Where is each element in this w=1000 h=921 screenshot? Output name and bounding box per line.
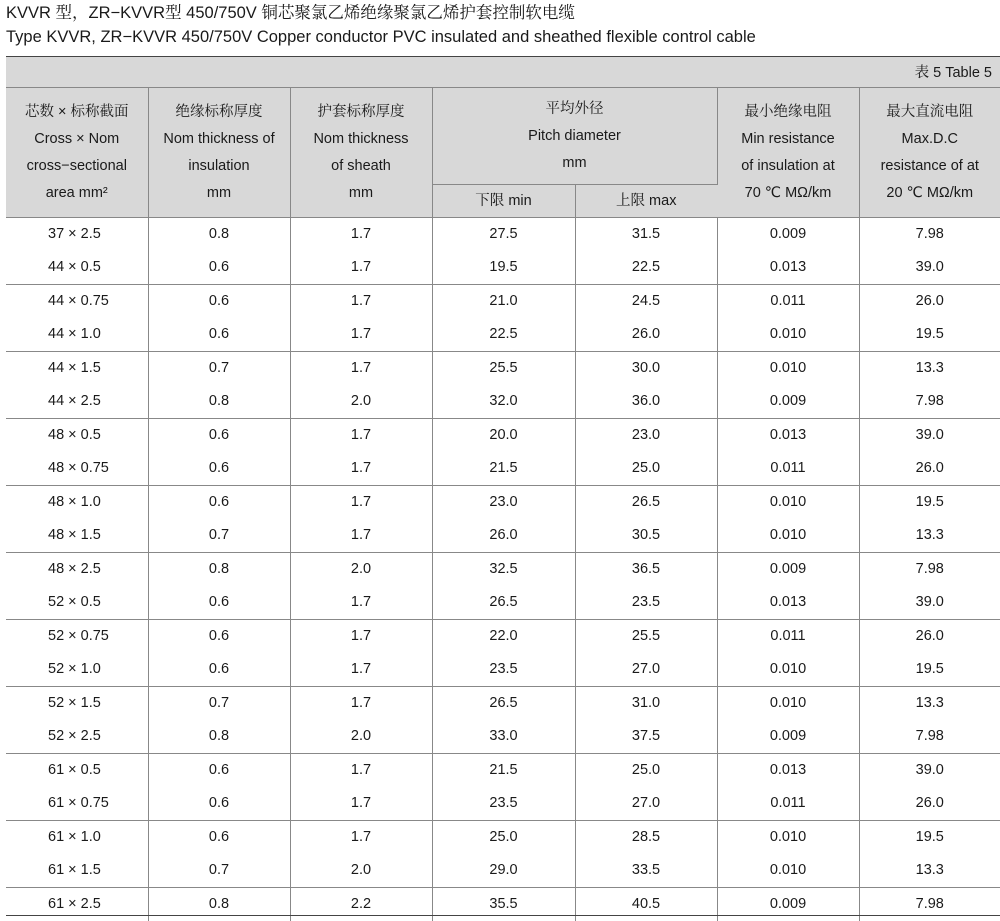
- title-english: Type KVVR, ZR−KVVR 450/750V Copper conductor PVC insulated and sheathed flexible control cable: [6, 26, 996, 50]
- table-cell: 7.98: [859, 553, 1000, 587]
- table-row: [6, 821, 1000, 855]
- table-row: [6, 553, 1000, 587]
- header-pitch-diameter: 平均外径 Pitch diameter mm: [432, 88, 717, 185]
- table-cell: 0.6: [148, 754, 290, 788]
- table-cell: 1.7: [290, 754, 432, 788]
- table-cell: 37.5: [575, 720, 717, 754]
- table-cell: 0.011: [717, 787, 859, 821]
- table-cell: 7.98: [859, 888, 1000, 921]
- table-body: [6, 218, 1000, 921]
- table-cell: 7.98: [859, 385, 1000, 419]
- table-cell: 21.5: [432, 452, 575, 486]
- table-row: [6, 519, 1000, 553]
- table-row: [6, 486, 1000, 520]
- table-cell: 0.6: [148, 620, 290, 654]
- table-row: [6, 586, 1000, 620]
- table-cell: 26.5: [575, 486, 717, 520]
- table-cell: 0.6: [148, 486, 290, 520]
- table-row: [6, 218, 1000, 252]
- table-cell: 7.98: [859, 720, 1000, 754]
- title-chinese: KVVR 型，ZR−KVVR型 450/750V 铜芯聚氯乙烯绝缘聚氯乙烯护套控制软电缆: [6, 2, 996, 26]
- table-row: [6, 787, 1000, 821]
- table-cell: 48 × 1.5: [6, 519, 148, 553]
- spec-table-frame: [6, 56, 1000, 916]
- table-cell: 25.5: [575, 620, 717, 654]
- table-cell: 44 × 0.5: [6, 251, 148, 285]
- table-cell: 0.009: [717, 385, 859, 419]
- table-cell: 0.8: [148, 888, 290, 921]
- table-cell: 52 × 0.5: [6, 586, 148, 620]
- table-cell: 0.009: [717, 720, 859, 754]
- table-cell: 20.0: [432, 419, 575, 453]
- header-max-dc-resistance: 最大直流电阻 Max.D.C resistance of at 20 ℃ MΩ/km: [859, 88, 1000, 218]
- table-cell: 1.7: [290, 653, 432, 687]
- table-cell: 27.0: [575, 653, 717, 687]
- table-cell: 26.0: [859, 285, 1000, 319]
- table-cell: 23.5: [575, 586, 717, 620]
- table-cell: 28.5: [575, 821, 717, 855]
- table-cell: 39.0: [859, 586, 1000, 620]
- table-cell: 0.010: [717, 653, 859, 687]
- table-cell: 61 × 1.5: [6, 854, 148, 888]
- table-row: [6, 620, 1000, 654]
- table-cell: 26.0: [859, 452, 1000, 486]
- table-cell: 23.5: [432, 787, 575, 821]
- table-cell: 1.7: [290, 821, 432, 855]
- table-cell: 13.3: [859, 687, 1000, 721]
- table-cell: 31.0: [575, 687, 717, 721]
- table-cell: 1.7: [290, 419, 432, 453]
- table-cell: 0.8: [148, 385, 290, 419]
- table-row: [6, 251, 1000, 285]
- table-cell: 44 × 1.0: [6, 318, 148, 352]
- table-cell: 0.009: [717, 888, 859, 921]
- table-cell: 39.0: [859, 251, 1000, 285]
- table-cell: 26.0: [859, 620, 1000, 654]
- table-cell: 19.5: [859, 821, 1000, 855]
- table-cell: 0.011: [717, 285, 859, 319]
- table-cell: 2.0: [290, 385, 432, 419]
- table-cell: 1.7: [290, 687, 432, 721]
- table-cell: 0.8: [148, 218, 290, 252]
- table-cell: 33.0: [432, 720, 575, 754]
- table-cell: 0.8: [148, 553, 290, 587]
- table-cell: 19.5: [432, 251, 575, 285]
- table-cell: 25.0: [575, 452, 717, 486]
- table-row: [6, 653, 1000, 687]
- table-cell: 30.5: [575, 519, 717, 553]
- table-cell: 0.010: [717, 318, 859, 352]
- table-cell: 0.7: [148, 519, 290, 553]
- table-cell: 35.5: [432, 888, 575, 921]
- table-cell: 39.0: [859, 754, 1000, 788]
- table-cell: 13.3: [859, 519, 1000, 553]
- table-bottom-rule: [6, 915, 1000, 916]
- table-cell: 40.5: [575, 888, 717, 921]
- table-cell: 1.7: [290, 519, 432, 553]
- table-cell: 25.5: [432, 352, 575, 386]
- table-cell: 7.98: [859, 218, 1000, 252]
- table-cell: 0.010: [717, 486, 859, 520]
- table-cell: 0.6: [148, 419, 290, 453]
- table-cell: 2.0: [290, 854, 432, 888]
- table-cell: 0.7: [148, 352, 290, 386]
- table-row: [6, 854, 1000, 888]
- table-cell: 23.5: [432, 653, 575, 687]
- table-cell: 0.6: [148, 452, 290, 486]
- table-cell: 0.7: [148, 687, 290, 721]
- header-sheath-thickness: 护套标称厚度 Nom thickness of sheath mm: [290, 88, 432, 218]
- table-cell: 22.5: [432, 318, 575, 352]
- table-cell: 48 × 2.5: [6, 553, 148, 587]
- header-diameter-max: 上限 max: [575, 185, 717, 218]
- table-cell: 0.011: [717, 620, 859, 654]
- header-diameter-min: 下限 min: [432, 185, 575, 218]
- table-cell: 0.013: [717, 419, 859, 453]
- table-cell: 19.5: [859, 653, 1000, 687]
- table-cell: 2.0: [290, 553, 432, 587]
- title-block: [6, 2, 996, 50]
- table-cell: 19.5: [859, 486, 1000, 520]
- table-cell: 1.7: [290, 318, 432, 352]
- table-cell: 22.5: [575, 251, 717, 285]
- header-cross-section: 芯数 × 标称截面 Cross × Nom cross−sectional area mm²: [6, 88, 148, 218]
- table-cell: 61 × 0.5: [6, 754, 148, 788]
- table-cell: 1.7: [290, 620, 432, 654]
- table-cell: 37 × 2.5: [6, 218, 148, 252]
- table-cell: 52 × 0.75: [6, 620, 148, 654]
- table-cell: 52 × 1.0: [6, 653, 148, 687]
- table-cell: 44 × 2.5: [6, 385, 148, 419]
- table-cell: 30.0: [575, 352, 717, 386]
- table-cell: 0.6: [148, 787, 290, 821]
- table-row: [6, 285, 1000, 319]
- table-cell: 29.0: [432, 854, 575, 888]
- table-cell: 44 × 1.5: [6, 352, 148, 386]
- table-cell: 27.0: [575, 787, 717, 821]
- table-cell: 19.5: [859, 318, 1000, 352]
- table-header: [6, 88, 1000, 218]
- table-cell: 25.0: [575, 754, 717, 788]
- table-cell: 21.0: [432, 285, 575, 319]
- table-cell: 26.0: [575, 318, 717, 352]
- table-cell: 22.0: [432, 620, 575, 654]
- table-cell: 0.010: [717, 519, 859, 553]
- table-cell: 48 × 0.75: [6, 452, 148, 486]
- table-cell: 61 × 0.75: [6, 787, 148, 821]
- table-cell: 26.5: [432, 586, 575, 620]
- table-cell: 26.5: [432, 687, 575, 721]
- table-cell: 13.3: [859, 352, 1000, 386]
- table-cell: 39.0: [859, 419, 1000, 453]
- header-insulation-thickness: 绝缘标称厚度 Nom thickness of insulation mm: [148, 88, 290, 218]
- table-cell: 0.6: [148, 251, 290, 285]
- table-cell: 23.0: [432, 486, 575, 520]
- table-cell: 32.5: [432, 553, 575, 587]
- table-cell: 26.0: [432, 519, 575, 553]
- table-row: [6, 318, 1000, 352]
- table-row: [6, 720, 1000, 754]
- table-cell: 52 × 1.5: [6, 687, 148, 721]
- table-cell: 0.6: [148, 653, 290, 687]
- table-row: [6, 352, 1000, 386]
- table-cell: 33.5: [575, 854, 717, 888]
- header-min-resistance: 最小绝缘电阻 Min resistance of insulation at 70 ℃ MΩ/km: [717, 88, 859, 218]
- table-cell: 0.013: [717, 754, 859, 788]
- table-cell: 1.7: [290, 352, 432, 386]
- table-cell: 31.5: [575, 218, 717, 252]
- table-cell: 2.2: [290, 888, 432, 921]
- table-cell: 48 × 0.5: [6, 419, 148, 453]
- table-row: [6, 452, 1000, 486]
- table-cell: 32.0: [432, 385, 575, 419]
- table-cell: 0.009: [717, 553, 859, 587]
- table-cell: 36.5: [575, 553, 717, 587]
- table-cell: 24.5: [575, 285, 717, 319]
- table-row: [6, 754, 1000, 788]
- table-cell: 0.013: [717, 251, 859, 285]
- table-cell: 1.7: [290, 586, 432, 620]
- table-cell: 1.7: [290, 285, 432, 319]
- table-row: [6, 419, 1000, 453]
- table-cell: 0.6: [148, 318, 290, 352]
- table-cell: 26.0: [859, 787, 1000, 821]
- table-cell: 0.009: [717, 218, 859, 252]
- table-cell: 0.010: [717, 687, 859, 721]
- table-cell: 0.010: [717, 854, 859, 888]
- table-cell: 0.8: [148, 720, 290, 754]
- table-cell: 0.6: [148, 285, 290, 319]
- table-row: [6, 687, 1000, 721]
- table-cell: 21.5: [432, 754, 575, 788]
- table-cell: 27.5: [432, 218, 575, 252]
- table-cell: 0.7: [148, 854, 290, 888]
- table-cell: 1.7: [290, 218, 432, 252]
- table-cell: 61 × 2.5: [6, 888, 148, 921]
- table-cell: 52 × 2.5: [6, 720, 148, 754]
- table-cell: 36.0: [575, 385, 717, 419]
- spec-table: [6, 88, 1000, 921]
- table-cell: 13.3: [859, 854, 1000, 888]
- table-cell: 0.010: [717, 821, 859, 855]
- table-cell: 2.0: [290, 720, 432, 754]
- table-cell: 1.7: [290, 251, 432, 285]
- table-cell: 23.0: [575, 419, 717, 453]
- table-cell: 61 × 1.0: [6, 821, 148, 855]
- table-cell: 1.7: [290, 787, 432, 821]
- table-cell: 0.6: [148, 586, 290, 620]
- table-cell: 44 × 0.75: [6, 285, 148, 319]
- table-cell: 0.011: [717, 452, 859, 486]
- table-row: [6, 385, 1000, 419]
- table-cell: 0.010: [717, 352, 859, 386]
- table-number-label: 表 5 Table 5: [6, 56, 1000, 88]
- table-cell: 1.7: [290, 452, 432, 486]
- table-cell: 48 × 1.0: [6, 486, 148, 520]
- table-cell: 1.7: [290, 486, 432, 520]
- table-cell: 0.013: [717, 586, 859, 620]
- table-cell: 25.0: [432, 821, 575, 855]
- table-cell: 0.6: [148, 821, 290, 855]
